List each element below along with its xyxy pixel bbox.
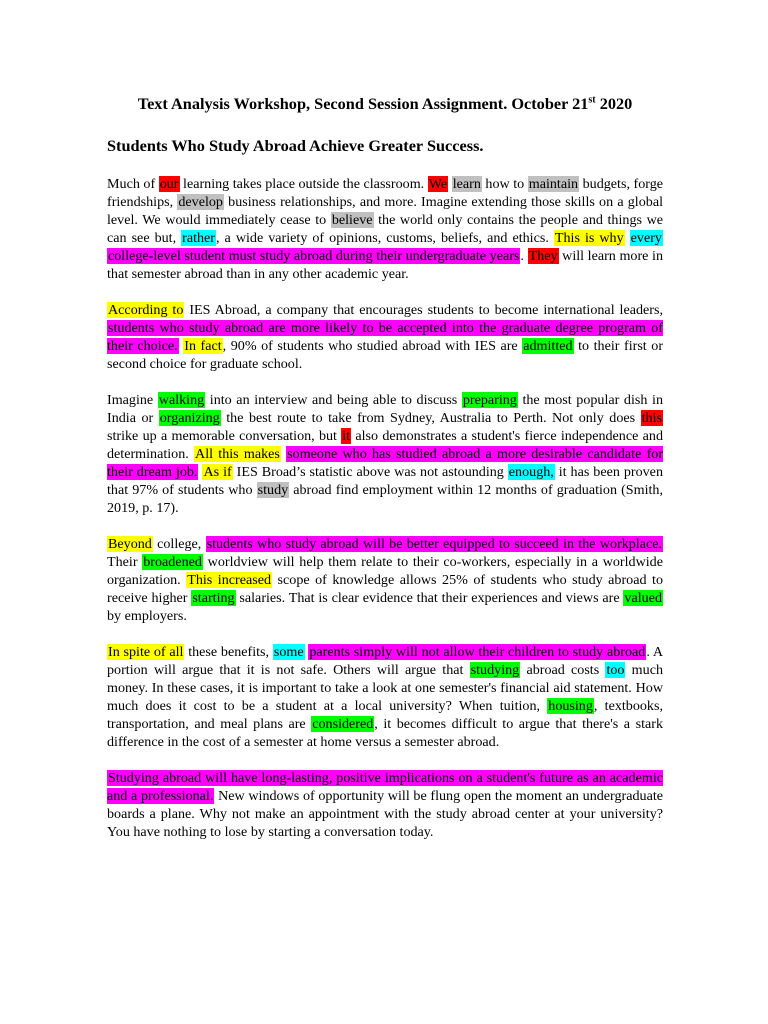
highlight-gray: maintain bbox=[528, 176, 579, 192]
text-run: salaries. That is clear evidence that their experiences and views are bbox=[235, 590, 624, 606]
highlight-magenta: parents simply will not allow their children to study abroad bbox=[309, 644, 646, 660]
highlight-green: organizing bbox=[159, 410, 220, 426]
highlight-cyan: rather bbox=[182, 230, 216, 246]
highlight-cyan: too bbox=[606, 662, 625, 678]
highlight-magenta: students who study abroad will be better equipped to succeed in the workplace. bbox=[206, 536, 663, 552]
paragraph-5 bbox=[107, 643, 663, 751]
text-run: much money. In these cases, it is important to take a look at one semester's financial aid statement. How much does it cost to be a student at a local university? When tuition, bbox=[107, 662, 663, 714]
text-run: strike up a memorable conversation, but bbox=[107, 428, 342, 444]
text-run: New windows of opportunity will be flung open the moment an undergraduate boards a plane. Why not make an appointment with the study abroad center at your university? You have nothing to lose by starting a conversation today. bbox=[107, 788, 664, 840]
highlight-green: considered bbox=[312, 716, 374, 732]
highlight-cyan: every bbox=[630, 230, 662, 246]
paragraph-1 bbox=[107, 175, 663, 283]
document-title-year: 2020 bbox=[595, 94, 633, 113]
text-run: the best route to take from Sydney, Australia to Perth. Not only does bbox=[220, 410, 641, 426]
document-subtitle: Students Who Study Abroad Achieve Greater Success. bbox=[107, 136, 484, 155]
highlight-magenta: students who study abroad are more likely to be accepted into the graduate degree program of their choice. bbox=[107, 320, 663, 354]
highlight-yellow: This increased bbox=[187, 572, 272, 588]
text-run: abroad find employment within 12 months of graduation (Smith, 2019, p. 17). bbox=[107, 482, 663, 516]
text-run: learning takes place outside the classroom. bbox=[179, 176, 428, 192]
highlight-yellow: Beyond bbox=[108, 536, 152, 552]
highlight-cyan: enough, bbox=[508, 464, 554, 480]
highlight-gray: believe bbox=[331, 212, 373, 228]
highlight-yellow: In spite of all bbox=[108, 644, 184, 660]
document-title-superscript: st bbox=[588, 94, 596, 106]
text-run: will learn more in that semester abroad than in any other academic year. bbox=[107, 248, 664, 282]
text-run: , 90% of students who studied abroad with IES are bbox=[222, 338, 523, 354]
text-run: business relationships, and more. Imagine extending those skills on a global level. We would immediately cease to bbox=[107, 194, 663, 228]
text-run bbox=[625, 230, 630, 246]
text-run: budgets, forge friendships, bbox=[107, 176, 664, 210]
highlight-green: housing bbox=[548, 698, 593, 714]
highlight-green: admitted bbox=[523, 338, 573, 354]
highlight-magenta: Studying abroad will have long-lasting, positive implications on a student's future as an academic and a professional. bbox=[107, 770, 663, 804]
text-run: . A portion will argue that it is not safe. Others will argue that bbox=[107, 644, 663, 678]
highlight-green: broadened bbox=[143, 554, 202, 570]
text-run: the world only contains the people and things we can see but, bbox=[107, 212, 664, 246]
highlight-cyan: some bbox=[273, 644, 304, 660]
text-run: into an interview and being able to discuss bbox=[205, 392, 462, 408]
text-run: by employers. bbox=[107, 608, 187, 624]
highlight-yellow: All this makes bbox=[195, 446, 280, 462]
highlight-yellow: In fact bbox=[184, 338, 222, 354]
highlight-red: our bbox=[159, 176, 179, 192]
text-run: , textbooks, transportation, and meal plans are bbox=[107, 698, 663, 732]
highlight-yellow: According to bbox=[108, 302, 184, 318]
text-run: scope of knowledge allows 25% of students who study abroad to receive higher bbox=[107, 572, 663, 606]
text-run: worldview will help them relate to their co-workers, especially in a worldwide organization. bbox=[107, 554, 663, 588]
highlight-green: valued bbox=[624, 590, 662, 606]
text-run: . bbox=[520, 248, 528, 264]
text-run: abroad costs bbox=[520, 662, 606, 678]
highlight-green: preparing bbox=[462, 392, 517, 408]
document-title-text: Text Analysis Workshop, Second Session Assignment. October 21 bbox=[137, 94, 589, 113]
text-run: , a wide variety of opinions, customs, beliefs, and ethics. bbox=[216, 230, 554, 246]
highlight-red: We bbox=[428, 176, 448, 192]
highlight-gray: study bbox=[257, 482, 289, 498]
highlight-green: walking bbox=[158, 392, 205, 408]
text-run: IES Abroad, a company that encourages students to become international leaders, bbox=[184, 302, 663, 318]
highlight-gray: develop bbox=[178, 194, 223, 210]
highlight-yellow: This is why bbox=[554, 230, 624, 246]
text-run: to their first or second choice for graduate school. bbox=[107, 338, 664, 372]
highlight-red: They bbox=[528, 248, 558, 264]
text-run: how to bbox=[481, 176, 528, 192]
text-run: Much of bbox=[107, 176, 159, 192]
text-run: Their bbox=[107, 554, 143, 570]
highlight-yellow: As if bbox=[203, 464, 232, 480]
document-title bbox=[107, 94, 663, 114]
text-run: , it becomes difficult to argue that there's a stark difference in the cost of a semester at home versus a semester abroad. bbox=[107, 716, 663, 750]
paragraph-4 bbox=[107, 535, 663, 625]
highlight-red: it bbox=[342, 428, 351, 444]
highlight-gray: learn bbox=[452, 176, 481, 192]
paragraph-6 bbox=[107, 769, 663, 841]
document-body bbox=[107, 175, 663, 841]
highlight-green: studying bbox=[470, 662, 520, 678]
highlight-magenta: college-level student must study abroad during their undergraduate years bbox=[108, 248, 520, 264]
text-run: IES Broad’s statistic above was not astounding bbox=[232, 464, 508, 480]
highlight-red: this bbox=[641, 410, 662, 426]
highlight-green: starting bbox=[192, 590, 235, 606]
text-run: college, bbox=[152, 536, 206, 552]
paragraph-3 bbox=[107, 391, 663, 517]
text-run: Imagine bbox=[107, 392, 158, 408]
text-run: these benefits, bbox=[184, 644, 273, 660]
text-run: the most popular dish in India or bbox=[107, 392, 663, 426]
highlight-magenta: someone who has studied abroad a more desirable candidate for their dream job. bbox=[107, 446, 664, 480]
text-run: it has been proven that 97% of students who bbox=[107, 464, 663, 498]
text-run: also demonstrates a student's fierce independence and determination. bbox=[107, 428, 663, 462]
paragraph-2 bbox=[107, 301, 663, 373]
